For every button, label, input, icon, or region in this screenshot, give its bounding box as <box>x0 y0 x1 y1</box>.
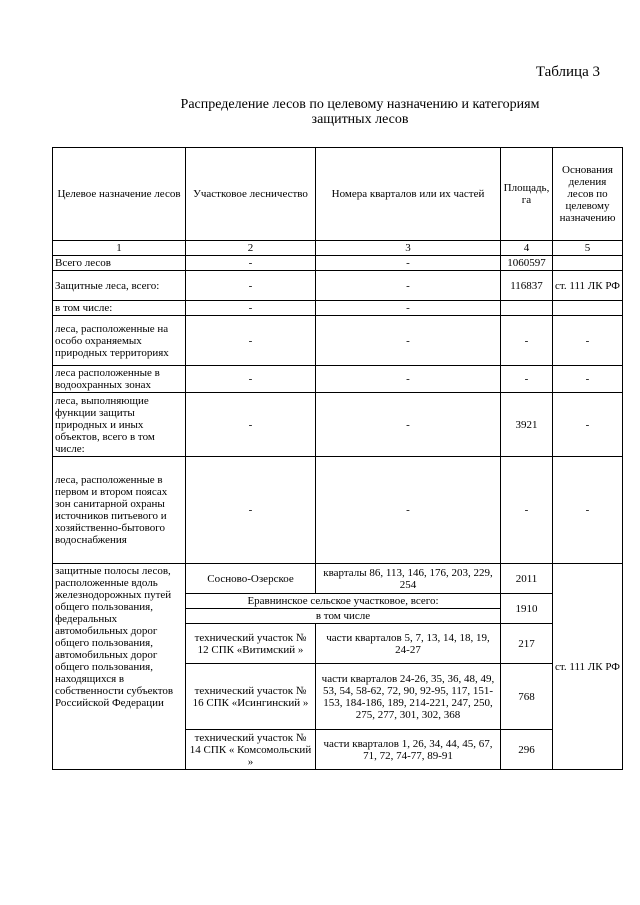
column-number: 3 <box>316 241 501 256</box>
table-row <box>53 256 623 271</box>
row-forestry: - <box>186 393 316 457</box>
row-forestry: технический участок № 16 СПК «Исингинский » <box>186 664 316 730</box>
row-area: - <box>501 316 553 366</box>
table-row <box>53 271 623 301</box>
header-forestry: Участковое лесничество <box>186 148 316 241</box>
row-quarters: части кварталов 24-26, 35, 36, 48, 49, 53, 54, 58-62, 72, 90, 92-95, 117, 151-153, 184-186, 189, 214-221, 247, 250, 275, 277, 301, 302, 368 <box>316 664 501 730</box>
row-forestry: - <box>186 457 316 564</box>
header-purpose: Целевое назначение лесов <box>53 148 186 241</box>
row-area: 768 <box>501 664 553 730</box>
row-forestry: - <box>186 256 316 271</box>
row-forestry: технический участок № 14 СПК « Комсомольский » <box>186 730 316 770</box>
table-row <box>53 316 623 366</box>
header-basis: Основания деления лесов по целевому назначению <box>553 148 623 241</box>
row-quarters: части кварталов 5, 7, 13, 14, 18, 19, 24-27 <box>316 624 501 664</box>
row-area: 2011 <box>501 564 553 594</box>
row-quarters: - <box>316 316 501 366</box>
row-area: 116837 <box>501 271 553 301</box>
column-number: 4 <box>501 241 553 256</box>
title-line-2: защитных лесов <box>311 112 409 127</box>
row-area: - <box>501 366 553 393</box>
row-basis <box>553 256 623 271</box>
title-line-1: Распределение лесов по целевому назначению и категориям <box>180 97 540 112</box>
row-quarters: - <box>316 457 501 564</box>
row-area: 217 <box>501 624 553 664</box>
strips-name: защитные полосы лесов, расположенные вдоль железнодорожных путей общего пользования, федеральных автомобильных дорог общего пользования, автомобильных дорог общего пользования, находящихся в собственности субъектов Российской Федерации <box>53 564 186 770</box>
row-quarters: кварталы 86, 113, 146, 176, 203, 229, 254 <box>316 564 501 594</box>
including-label: в том числе <box>186 609 501 624</box>
row-basis: - <box>553 316 623 366</box>
row-forestry: Сосново-Озерское <box>186 564 316 594</box>
table-row <box>53 301 623 316</box>
row-name: в том числе: <box>53 301 186 316</box>
header-row <box>53 148 623 241</box>
table-row <box>53 393 623 457</box>
table-label: Таблица 3 <box>535 64 600 80</box>
eravna-total-label: Еравнинское сельское участковое, всего: <box>186 594 501 609</box>
column-number: 1 <box>53 241 186 256</box>
row-quarters: - <box>316 271 501 301</box>
row-quarters: - <box>316 256 501 271</box>
row-name: леса, расположенные в первом и втором поясах зон санитарной охраны источников питьевого и хозяйственно-бытового водоснабжения <box>53 457 186 564</box>
forest-distribution-table <box>52 147 623 770</box>
row-name: леса, расположенные на особо охраняемых природных территориях <box>53 316 186 366</box>
row-basis: - <box>553 457 623 564</box>
row-basis: - <box>553 366 623 393</box>
row-basis <box>553 301 623 316</box>
row-name: леса расположенные в водоохранных зонах <box>53 366 186 393</box>
row-area: 3921 <box>501 393 553 457</box>
row-quarters: - <box>316 301 501 316</box>
row-area <box>501 301 553 316</box>
table-row <box>53 564 623 594</box>
row-forestry: - <box>186 316 316 366</box>
column-number: 5 <box>553 241 623 256</box>
row-area: 1060597 <box>501 256 553 271</box>
column-number-row <box>53 241 623 256</box>
table-row <box>53 457 623 564</box>
table-title <box>140 97 580 127</box>
eravna-total-area: 1910 <box>501 594 553 624</box>
table-row <box>53 366 623 393</box>
strips-basis: ст. 111 ЛК РФ <box>553 564 623 770</box>
row-forestry: технический участок № 12 СПК «Витимский » <box>186 624 316 664</box>
row-name: Защитные леса, всего: <box>53 271 186 301</box>
row-name: Всего лесов <box>53 256 186 271</box>
row-area: 296 <box>501 730 553 770</box>
header-quarters: Номера кварталов или их частей <box>316 148 501 241</box>
row-basis: - <box>553 393 623 457</box>
header-area: Площадь, га <box>501 148 553 241</box>
row-forestry: - <box>186 301 316 316</box>
row-forestry: - <box>186 271 316 301</box>
column-number: 2 <box>186 241 316 256</box>
row-forestry: - <box>186 366 316 393</box>
row-name: леса, выполняющие функции защиты природных и иных объектов, всего в том числе: <box>53 393 186 457</box>
row-quarters: части кварталов 1, 26, 34, 44, 45, 67, 71, 72, 74-77, 89-91 <box>316 730 501 770</box>
row-quarters: - <box>316 393 501 457</box>
row-area: - <box>501 457 553 564</box>
row-basis: ст. 111 ЛК РФ <box>553 271 623 301</box>
row-quarters: - <box>316 366 501 393</box>
